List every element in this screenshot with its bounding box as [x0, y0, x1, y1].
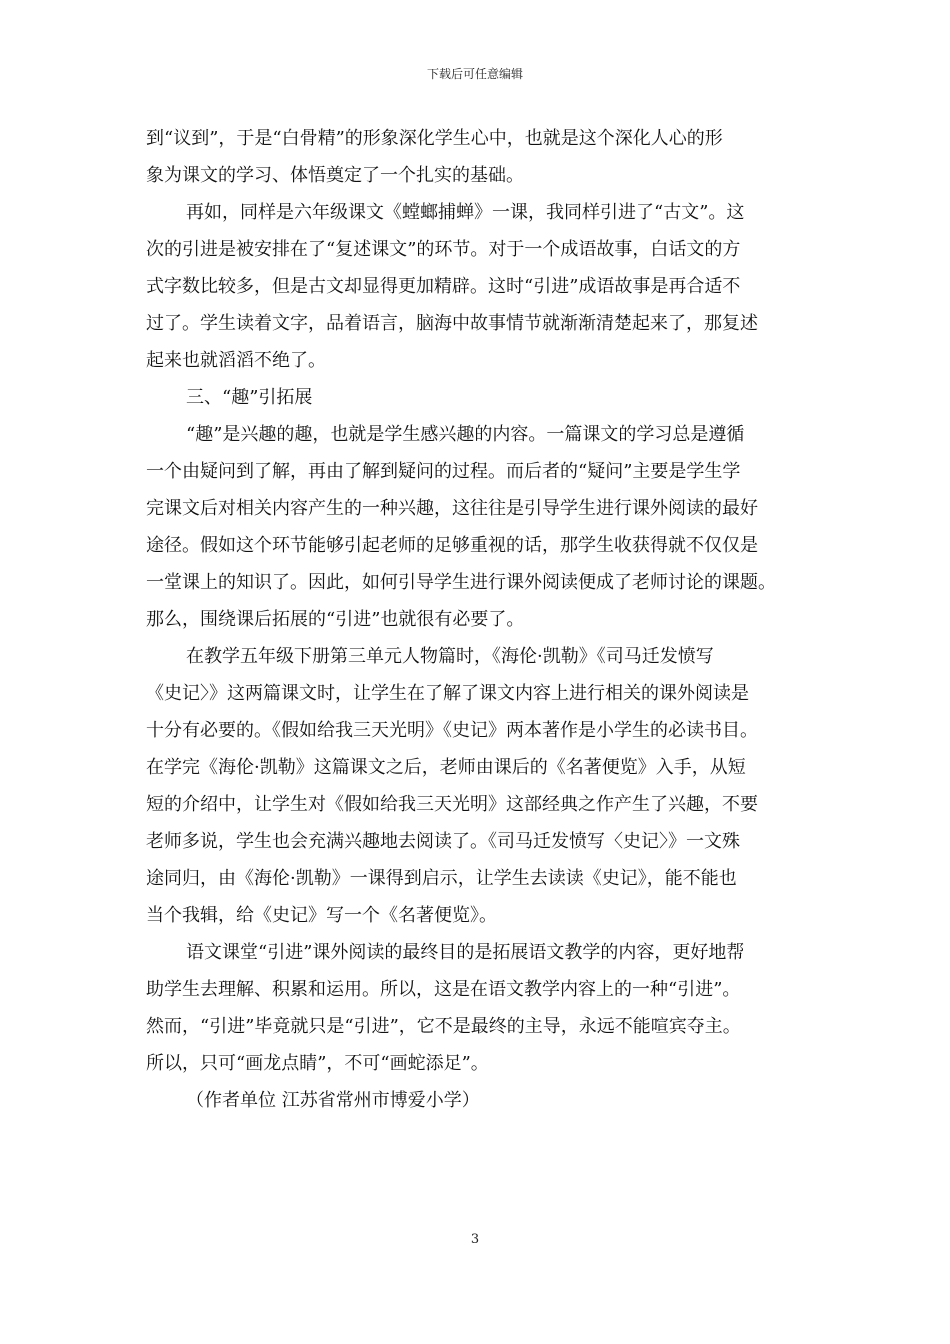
text-line: 当个我辑，给《史记》写一个《名著便览》。	[146, 905, 497, 926]
text-line: 助学生去理解、积累和运用。所以，这是在语文教学内容上的一种“引进”。	[146, 979, 741, 1000]
text-line: 语文课堂“引进”课外阅读的最终目的是拓展语文教学的内容，更好地帮	[186, 942, 745, 963]
text-line: 然而，“引进”毕竟就只是“引进”，它不是最终的主导，永远不能喧宾夺主。	[146, 1016, 741, 1037]
text-line: 到“议到”，于是“白骨精”的形象深化学生心中，也就是这个深化人心的形	[146, 128, 723, 149]
text-line: 一堂课上的知识了。因此，如何引导学生进行课外阅读便成了老师讨论的课题。	[146, 572, 776, 593]
text-line: 象为课文的学习、体悟奠定了一个扎实的基础。	[146, 165, 524, 186]
text-line: 在教学五年级下册第三单元人物篇时，《海伦·凯勒》《司马迁发愤写	[186, 646, 714, 667]
text-line: 所以，只可“画龙点睛”，不可“画蛇添足”。	[146, 1053, 489, 1074]
text-line: 再如，同样是六年级课文《螳螂捕蝉》一课，我同样引进了“古文”。这	[186, 202, 745, 223]
text-line: 《史记〉》这两篇课文时，让学生在了解了课文内容上进行相关的课外阅读是	[146, 683, 749, 704]
text-line: 途同归，由《海伦·凯勒》一课得到启示，让学生去读读《史记》，能不能也	[146, 868, 737, 889]
text-line: 过了。学生读着文字，品着语言，脑海中故事情节就渐渐清楚起来了，那复述	[146, 313, 758, 334]
text-line: 短的介绍中，让学生对《假如给我三天光明》这部经典之作产生了兴趣，不要	[146, 794, 758, 815]
text-line: 那么，围绕课后拓展的“引进”也就很有必要了。	[146, 609, 525, 630]
text-line: 在学完《海伦·凯勒》这篇课文之后，老师由课后的《名著便览》入手，从短	[146, 757, 746, 778]
section-heading: 三、“趣”引拓展	[186, 387, 313, 408]
text-line: “趣”是兴趣的趣，也就是学生感兴趣的内容。一篇课文的学习总是遵循	[186, 424, 745, 445]
page-number: 3	[470, 1232, 480, 1247]
text-line: 途径。假如这个环节能够引起老师的足够重视的话，那学生收获得就不仅仅是	[146, 535, 758, 556]
text-line: 起来也就滔滔不绝了。	[146, 350, 326, 371]
text-line: 老师多说，学生也会充满兴趣地去阅读了。《司马迁发愤写〈史记〉》一文殊	[146, 831, 740, 852]
text-line: 完课文后对相关内容产生的一种兴趣，这往往是引导学生进行课外阅读的最好	[146, 498, 758, 519]
author-affiliation: （作者单位 江苏省常州市博爱小学）	[186, 1090, 480, 1111]
page-header: 下载后可任意编辑	[426, 67, 523, 81]
text-line: 十分有必要的。《假如给我三天光明》《史记》两本著作是小学生的必读书目。	[146, 720, 758, 741]
document-body	[146, 120, 826, 1119]
text-line: 一个由疑问到了解，再由了解到疑问的过程。而后者的“疑问”主要是学生学	[146, 461, 741, 482]
text-line: 式字数比较多，但是古文却显得更加精辟。这时“引进”成语故事是再合适不	[146, 276, 741, 297]
text-line: 次的引进是被安排在了“复述课文”的环节。对于一个成语故事，白话文的方	[146, 239, 741, 260]
